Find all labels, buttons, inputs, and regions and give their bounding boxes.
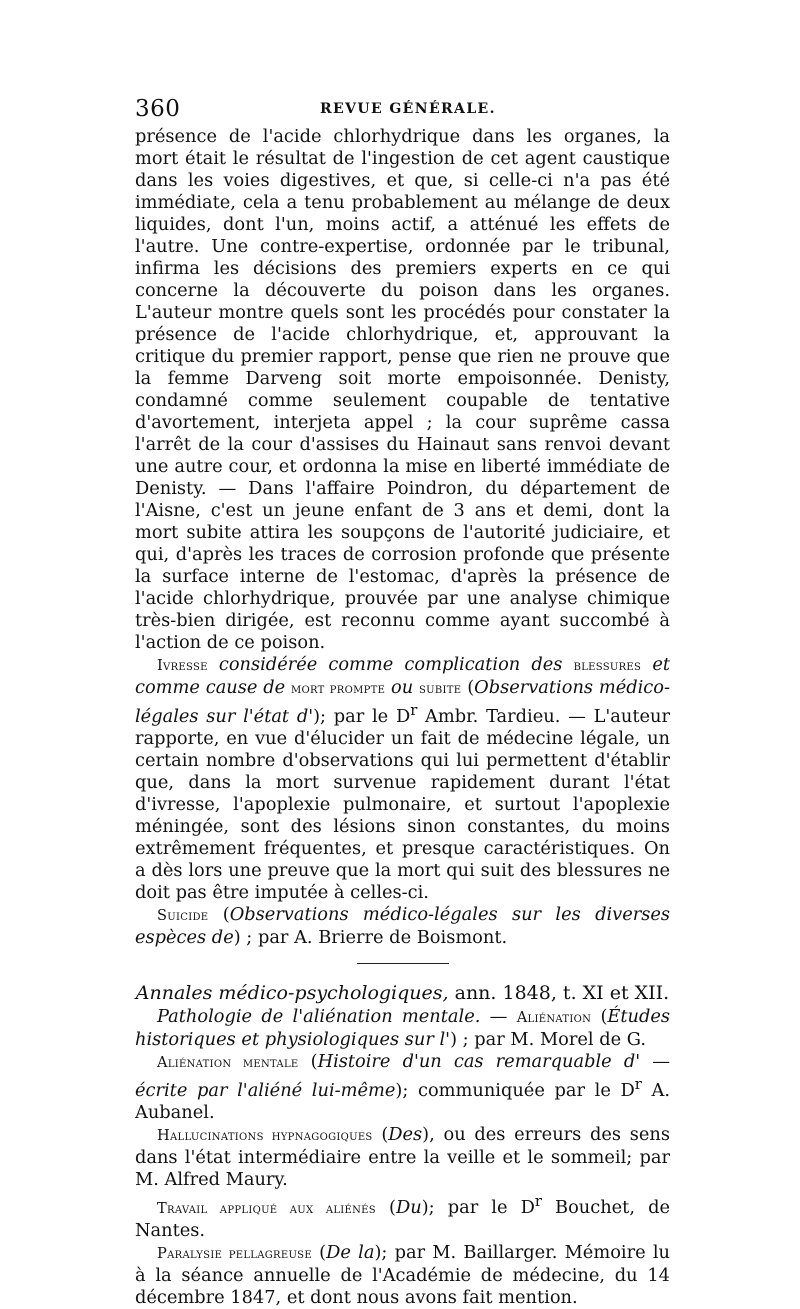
paragraph-alienation-mentale: Aliénation mentale (Histoire d'un cas remarquable d' — écrite par l'aliéné lui-même); communiquée par le $D^r$ A. Aubanel.: [135, 1050, 670, 1123]
page-number: 360: [135, 96, 181, 122]
paragraph-pathologie: Pathologie de l'aliénation mentale. — Aliénation (Études historiques et physiologiques sur l') ; par M. Morel de G.: [135, 1005, 670, 1050]
entry-keyword: Aliénation mentale: [157, 1053, 299, 1071]
paragraph-suicide: Suicide (Observations médico-légales sur les diverses espèces de) ; par A. Brierre de Boismont.: [135, 903, 671, 948]
entry-keyword: Ivresse: [157, 657, 208, 674]
journal-title: Annales médico-psychologiques, ann. 1848, t. XI et XII.: [135, 981, 670, 1004]
entry-keyword: Paralysie pellagreuse: [157, 1244, 312, 1262]
body-text: [135, 126, 670, 1309]
document-page: [135, 92, 670, 1309]
entry-keyword: Hallucinations hypnagogiques: [157, 1126, 373, 1144]
paragraph-hallucinations: Hallucinations hypnagogiques (Des), ou des erreurs des sens dans l'état intermédiaire entre la veille et le sommeil; par M. Alfred Maury.: [135, 1123, 671, 1190]
paragraph-ivresse: Ivresse considérée comme complication des blessures et comme cause de mort prompte ou subite (Observations médico-légales sur l'état d'); par le $D^r$ Ambr. Tardieu. — L'auteur rapporte, en vue d'élucider un fait de médecine légale, un certain nombre d'observations qui lui permettent d'établir que, dans la mort survenue rapidement durant l'état d'ivresse, l'apoplexie pulmonaire, et surtout l'apoplexie méningée, sont des lésions sinon constantes, du moins extrêmement fréquentes, et presque caractéristiques. On a dès lors une preuve que la mort qui suit des blessures ne doit pas être imputée à celles-ci.: [135, 654, 670, 903]
entry-keyword: Suicide: [157, 906, 209, 924]
paragraph-paralysie: Paralysie pellagreuse (De la); par M. Baillarger. Mémoire lu à la séance annuelle de l'Académie de médecine, du 14 décembre 1847, et dont nous avons fait mention.: [135, 1241, 670, 1308]
running-header: [135, 92, 670, 126]
paragraph-travail: Travail appliqué aux aliénés (Du); par le $D^r$ Bouchet, de Nantes.: [135, 1192, 670, 1241]
entry-keyword: Aliénation: [516, 1008, 592, 1026]
entry-keyword: Travail appliqué aux aliénés: [157, 1199, 376, 1217]
section-divider: [357, 963, 449, 964]
running-title: REVUE GÉNÉRALE.: [320, 101, 496, 117]
paragraph-acid-case: présence de l'acide chlorhydrique dans les organes, la mort était le résultat de l'ingestion de cet agent caustique dans les voies digestives, et que, si celle-ci n'a pas été immédiate, cela a tenu probablement au mélange de deux liquides, dont l'un, moins actif, a atténué les effets de l'autre. Une contre-expertise, ordonnée par le tribunal, infirma les décisions des premiers experts en ce qui concerne la découverte du poison dans les organes. L'auteur montre quels sont les procédés pour constater la présence de l'acide chlorhydrique, et, approuvant la critique du premier rapport, pense que rien ne prouve que la femme Darveng soit morte empoisonnée. Denisty, condamné comme seulement coupable de tentative d'avortement, interjeta appel ; la cour suprême cassa l'arrêt de la cour d'assises du Hainaut sans renvoi devant une autre cour, et ordonna la mise en liberté immédiate de Denisty. — Dans l'affaire Poindron, du département de l'Aisne, c'est un jeune enfant de 3 ans et demi, dont la mort subite attira les soupçons de l'autorité judiciaire, et qui, d'après les traces de corrosion profonde que présente la surface interne de l'estomac, d'après la présence de l'acide chlorhydrique, prouvée par une analyse chimique très-bien dirigée, est reconnu comme ayant succombé à l'action de ce poison.: [135, 126, 670, 653]
